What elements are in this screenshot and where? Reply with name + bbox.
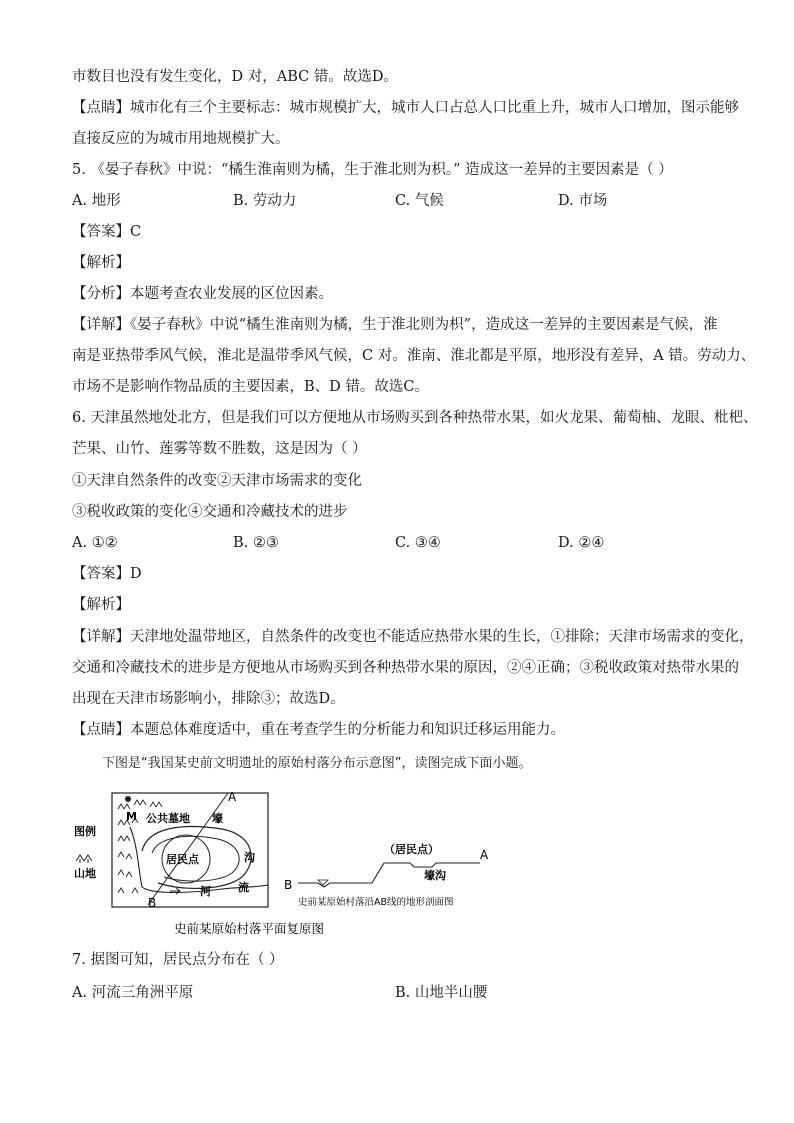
question-7: 7. 据图可知，居民点分布在（ ） bbox=[72, 952, 284, 968]
site-dot-icon bbox=[125, 796, 131, 802]
q5-option-d: D. 市场 bbox=[558, 193, 608, 209]
analysis-line: 【分析】本题考查农业发展的区位因素。 bbox=[72, 286, 333, 302]
explanation-line: 【详解】《晏子春秋》中说“橘生淮南则为橘，生于淮北则为枳”，造成这一差异的主要因素是气候，淮 bbox=[72, 317, 718, 333]
q5-option-a: A. 地形 bbox=[72, 193, 121, 209]
question-6: 6. 天津虽然地处北方，但是我们可以方便地从市场购买到各种热带水果，如火龙果、葡萄柚、龙眼、枇杷、 bbox=[72, 410, 758, 426]
profile-caption: 史前某原始村落沿AB线的地形剖面图 bbox=[298, 897, 454, 908]
q5-option-b: B. 劳动力 bbox=[233, 193, 297, 209]
legend-label: 山地 bbox=[74, 867, 96, 880]
label-river-1: 河 bbox=[200, 885, 211, 898]
profile-label-b: B bbox=[284, 878, 293, 892]
label-cemetery: 公共墓地 bbox=[146, 812, 190, 825]
label-settlement: 居民点 bbox=[166, 853, 199, 866]
explanation-line: 南是亚热带季风气候，淮北是温带季风气候，C 对。淮南、淮北都是平原，地形没有差异，A 错。劳动力、 bbox=[72, 348, 756, 364]
map-label-b: B bbox=[148, 896, 157, 910]
question-5: 5. 《晏子春秋》中说：“橘生淮南则为橘，生于淮北则为枳。” 造成这一差异的主要因素是（ ） bbox=[72, 162, 673, 178]
profile-label-moat-ditch: 壕沟 bbox=[424, 869, 446, 882]
map-label-a: A bbox=[228, 790, 237, 804]
tip-line: 【点睛】城市化有三个主要标志：城市规模扩大，城市人口占总人口比重上升，城市人口增加，图示能够 bbox=[72, 100, 739, 116]
analysis-label: 【解析】 bbox=[72, 255, 130, 271]
q5-option-c: C. 气候 bbox=[395, 193, 444, 209]
question-6-cont: 芒果、山竹、莲雾等数不胜数，这是因为（ ） bbox=[72, 441, 367, 457]
label-ditch: 沟 bbox=[244, 851, 255, 864]
profile-label-a: A bbox=[480, 848, 489, 862]
tip-line: 【点睛】本题总体难度适中，重在考查学生的分析能力和知识迁移运用能力。 bbox=[72, 722, 565, 738]
label-moat: 壕 bbox=[212, 812, 223, 825]
q6-option-d: D. ②④ bbox=[558, 535, 605, 551]
statement-line: ①天津自然条件的改变②天津市场需求的变化 bbox=[72, 473, 362, 489]
answer-label: 【答案】D bbox=[72, 566, 142, 582]
q6-option-c: C. ③④ bbox=[395, 535, 441, 551]
explanation-line: 出现在天津市场影响小，排除③；故选D。 bbox=[72, 691, 345, 707]
text-line: 直接反应的为城市用地规模扩大。 bbox=[72, 131, 290, 147]
flow-arrow-icon bbox=[170, 888, 180, 894]
statement-line: ③税收政策的变化④交通和冷藏技术的进步 bbox=[72, 504, 348, 520]
answer-label: 【答案】C bbox=[72, 224, 142, 240]
explanation-line: 市场不是影响作物品质的主要因素，B、D 错。故选C。 bbox=[72, 379, 429, 395]
q7-option-a: A. 河流三角洲平原 bbox=[72, 985, 194, 1001]
mountain-legend-icon bbox=[76, 855, 92, 863]
map-caption: 史前某原始村落平面复原图 bbox=[174, 921, 325, 936]
analysis-label: 【解析】 bbox=[72, 597, 130, 613]
explanation-line: 【详解】天津地处温带地区，自然条件的改变也不能适应热带水果的生长，①排除；天津市场需求的变化， bbox=[72, 629, 754, 645]
village-figure bbox=[72, 787, 502, 937]
text-line: 市数目也没有发生变化，D 对，ABC 错。故选D。 bbox=[72, 69, 398, 85]
legend-title: 图例 bbox=[74, 825, 96, 838]
q6-option-b: B. ②③ bbox=[233, 535, 279, 551]
q7-option-b: B. 山地半山腰 bbox=[395, 985, 488, 1001]
explanation-line: 交通和冷藏技术的进步是方便地从市场购买到各种热带水果的原因，②④正确；③税收政策对热带水果的 bbox=[72, 660, 739, 676]
label-river-2: 流 bbox=[238, 881, 249, 894]
figure-intro: 下图是“我国某史前文明遗址的原始村落分布示意图”，读图完成下面小题。 bbox=[102, 756, 532, 771]
q6-option-a: A. ①② bbox=[72, 535, 118, 551]
profile-line bbox=[298, 863, 480, 887]
label-m: M bbox=[126, 810, 137, 823]
profile-label-settlement: （居民点） bbox=[384, 843, 439, 856]
